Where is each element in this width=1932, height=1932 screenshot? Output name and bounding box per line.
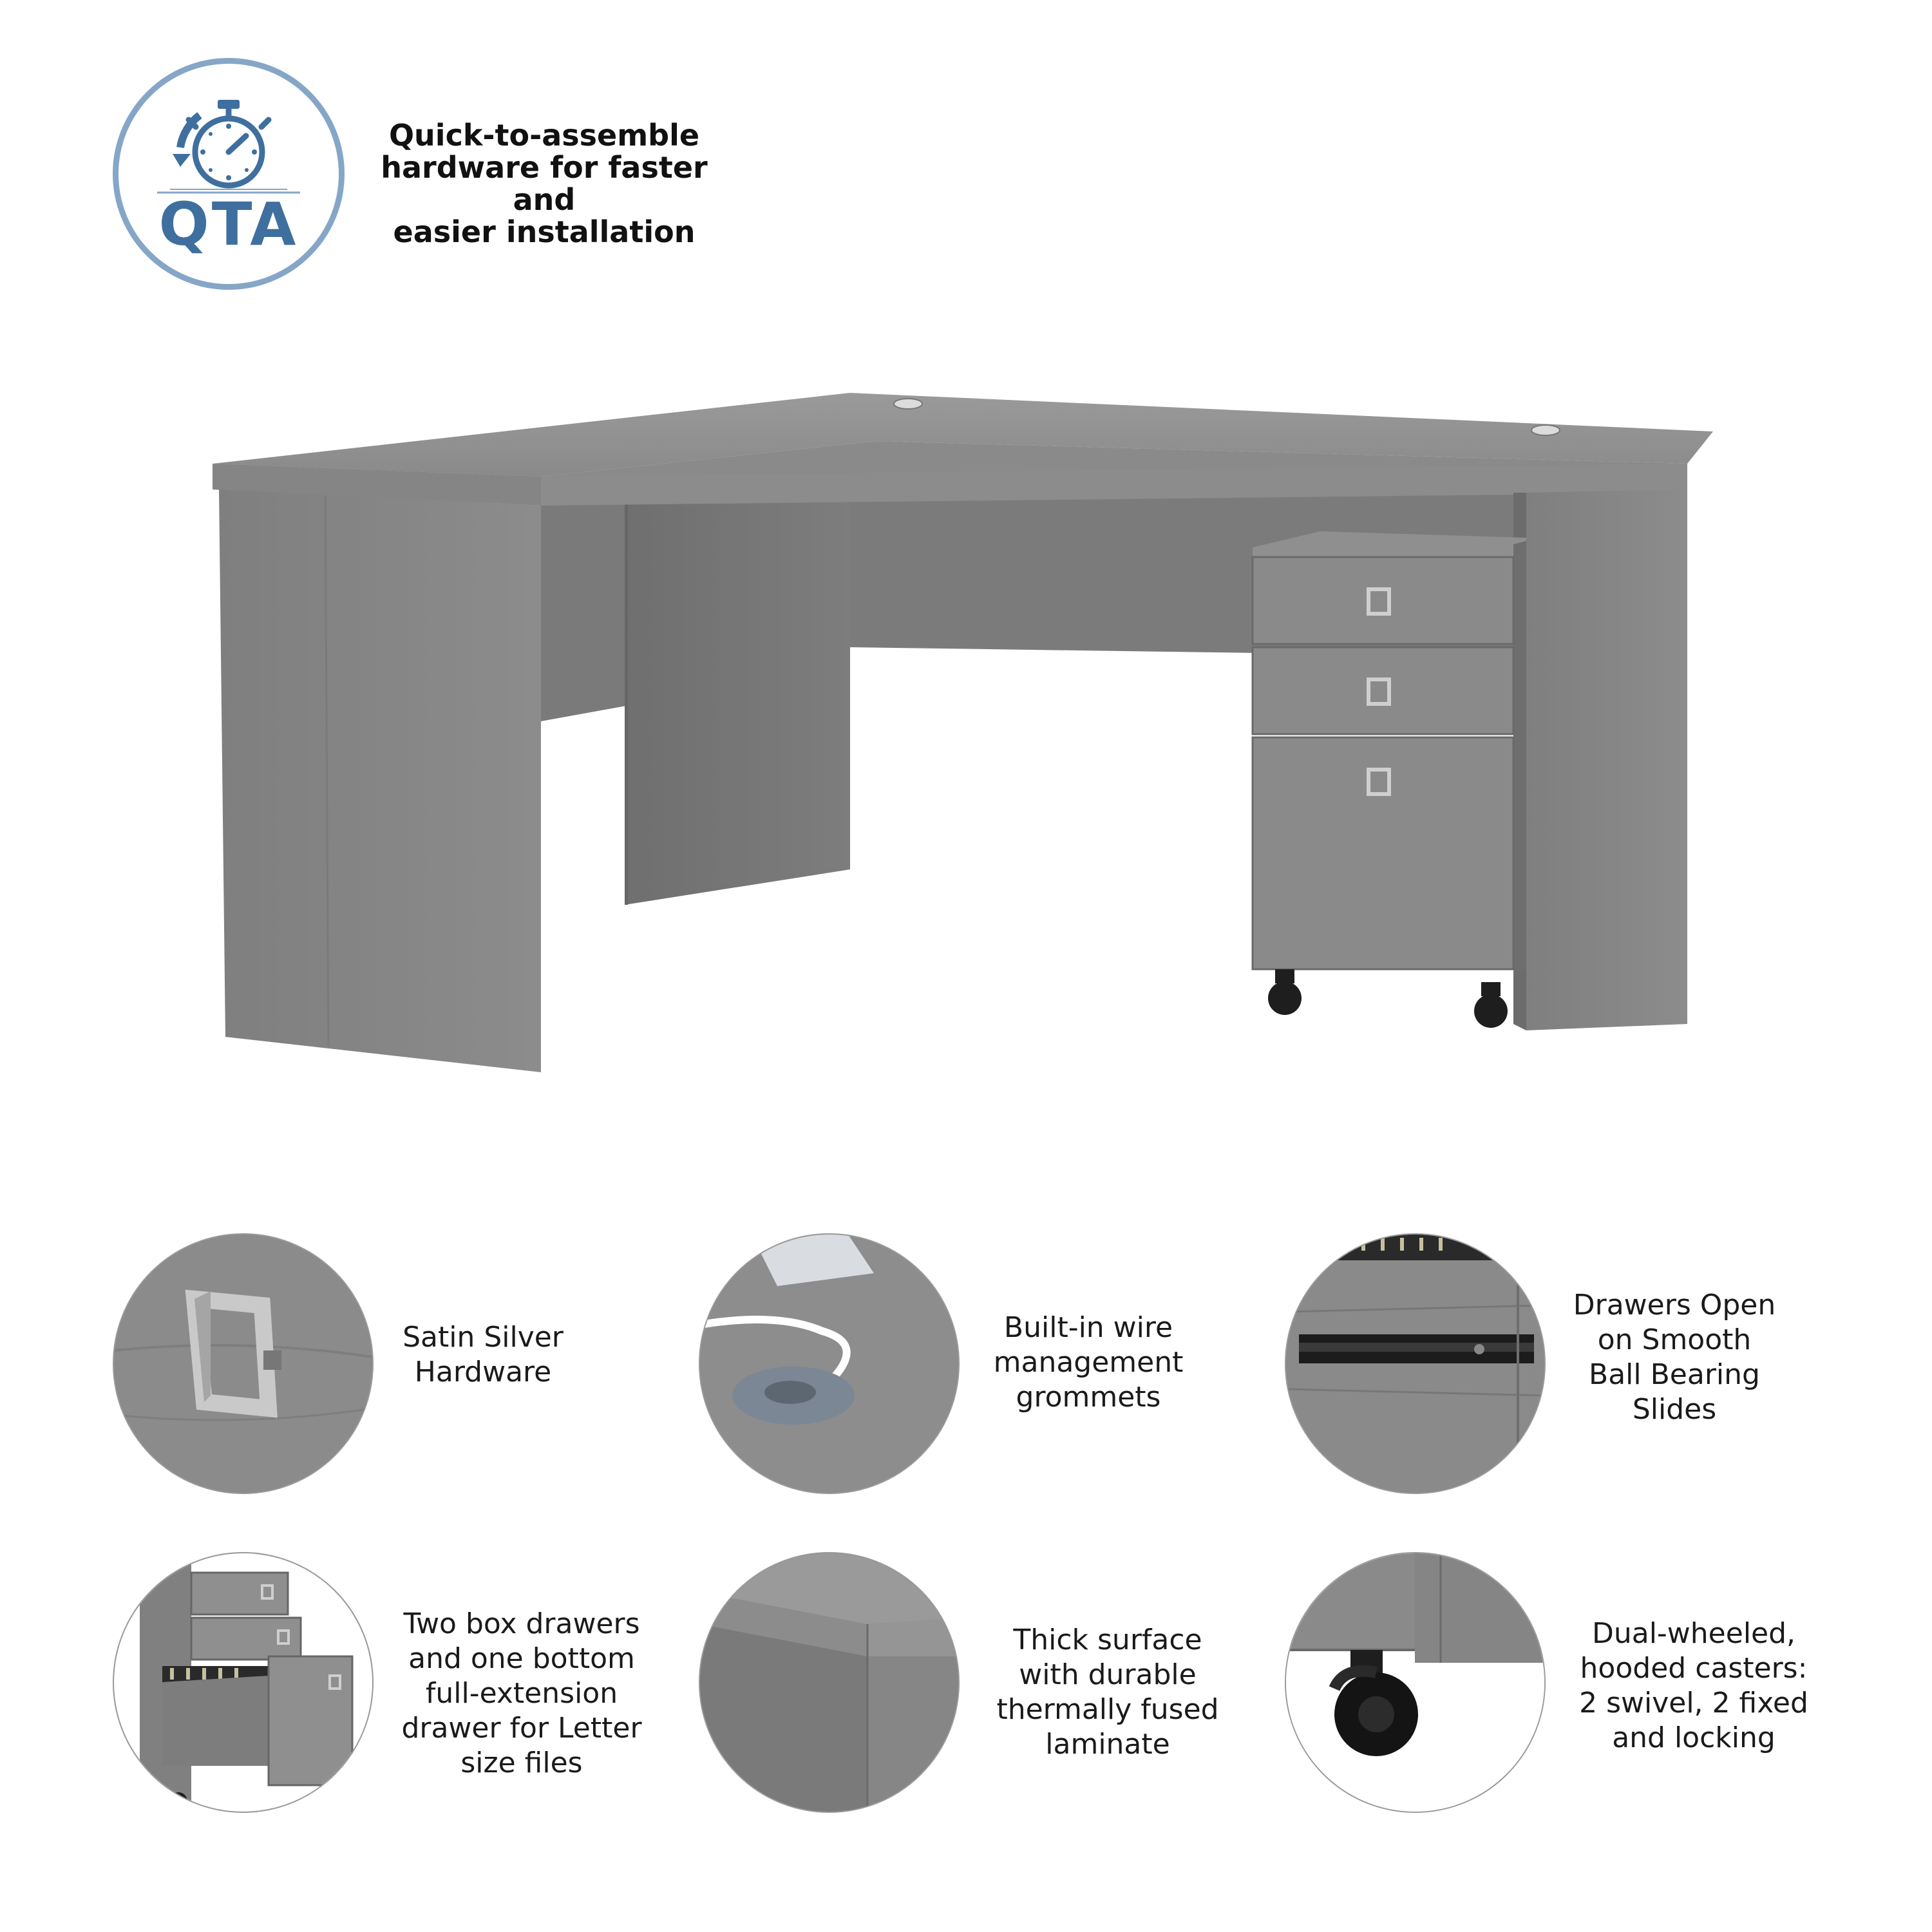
feature-image-surface [699, 1552, 960, 1813]
feature-label-line: and locking [1612, 1721, 1776, 1754]
feature-label-line: and one bottom [408, 1642, 635, 1675]
feature-label-line: laminate [1045, 1728, 1170, 1761]
mobile-file-cabinet [1253, 531, 1526, 1028]
feature-label-hardware [386, 1320, 580, 1390]
ball-bearing-slide-icon [1286, 1235, 1544, 1493]
feature-label-line: Satin Silver [402, 1321, 564, 1354]
feature-label-line: Dual-wheeled, [1591, 1617, 1796, 1650]
grommet-icon [700, 1235, 958, 1493]
caster-icon [1286, 1553, 1544, 1812]
qta-letters: QTA [158, 190, 299, 259]
feature-image-drawers [113, 1552, 374, 1813]
feature-label-line: drawer for Letter [401, 1712, 642, 1745]
drawer-middle [1253, 647, 1513, 734]
grommet-right [1531, 425, 1560, 435]
feature-label-line: hooded casters: [1580, 1652, 1808, 1685]
feature-label-slides [1552, 1288, 1797, 1427]
qta-badge [113, 58, 345, 290]
feature-label-line: on Smooth [1597, 1323, 1752, 1356]
left-end-panel [219, 489, 541, 1072]
qta-description-line: easier installation [393, 214, 696, 249]
feature-label-line: with durable [1019, 1658, 1197, 1691]
inner-leg-panel [625, 457, 850, 905]
feature-label-line: Ball Bearing [1589, 1358, 1760, 1391]
grommet-left [894, 399, 922, 409]
caster-icon [1268, 969, 1508, 1028]
feature-label-line: Thick surface [1013, 1624, 1202, 1656]
qta-description-line: hardware for faster and [381, 150, 708, 217]
feature-image-hardware [113, 1233, 374, 1494]
feature-label-line: Slides [1632, 1393, 1717, 1426]
feature-label-line: Hardware [414, 1356, 552, 1388]
feature-label-line: Drawers Open [1573, 1289, 1776, 1321]
feature-label-casters [1558, 1616, 1829, 1756]
qta-description-line: Quick-to-assemble [388, 118, 700, 153]
drawer-pull-icon [114, 1235, 372, 1493]
feature-image-slides [1285, 1233, 1546, 1494]
laminate-surface-icon [700, 1553, 958, 1812]
drawer-file [1253, 737, 1513, 969]
feature-label-line: Two box drawers [403, 1607, 640, 1640]
feature-label-line: grommets [1016, 1381, 1161, 1414]
feature-label-line: Built-in wire [1003, 1311, 1173, 1344]
feature-image-grommets [699, 1233, 960, 1494]
feature-label-grommets [966, 1311, 1211, 1415]
feature-label-line: management [993, 1346, 1184, 1379]
feature-label-line: 2 swivel, 2 fixed [1579, 1687, 1808, 1719]
feature-image-casters [1285, 1552, 1546, 1813]
right-end-panel [1526, 489, 1687, 1030]
qta-description [357, 119, 731, 248]
drawer-top [1253, 557, 1513, 644]
feature-label-line: thermally fused [996, 1693, 1219, 1726]
feature-label-surface [972, 1623, 1243, 1762]
file-drawer-icon [114, 1553, 372, 1812]
l-shaped-desk-image [206, 386, 1726, 1082]
feature-label-line: size files [460, 1747, 583, 1779]
feature-label-drawers [380, 1607, 663, 1781]
feature-label-line: full-extension [425, 1677, 618, 1710]
